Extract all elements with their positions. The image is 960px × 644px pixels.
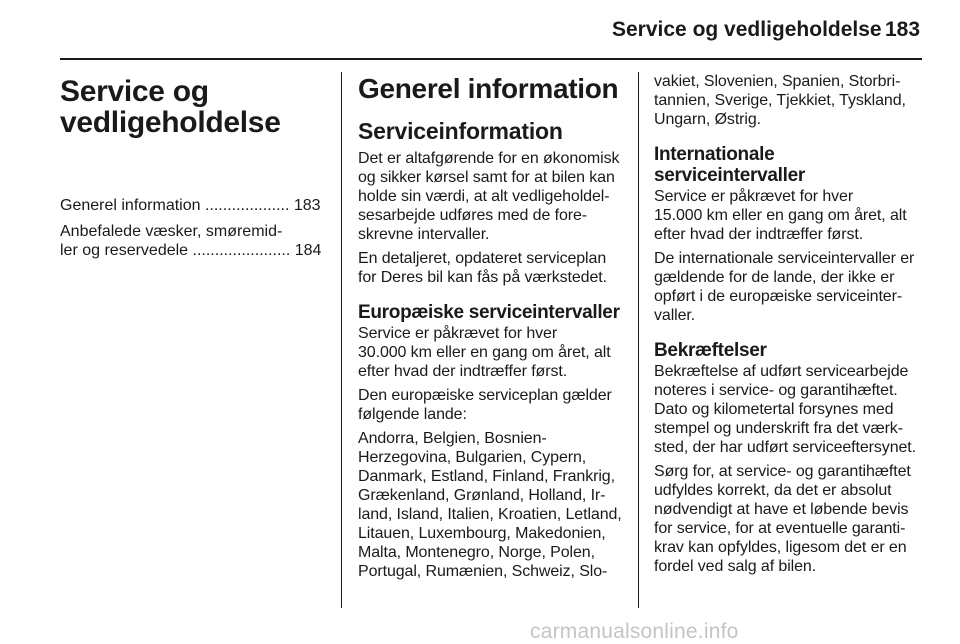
heading-confirmations: Bekræftelser: [654, 340, 767, 361]
column-divider: [341, 72, 342, 608]
paragraph: Sørg for, at service- og garantihæftet udfyldes korrekt, da det er absolut nødvendigt at have et løbende bevis for service, for at eventuelle garanti- krav kan opfyldes, ligesom det er en fordel ved salg af bilen.: [654, 463, 911, 575]
paragraph-country-list-continued: vakiet, Slovenien, Spanien, Storbri- tannien, Sverige, Tjekkiet, Tyskland, Ungarn, Østrig.: [654, 73, 906, 128]
toc-entry-generel-information[interactable]: Generel information ................... 183: [60, 197, 321, 214]
subsection-title: Serviceinformation: [358, 118, 563, 144]
paragraph: Bekræftelse af udført servicearbejde noteres i service- og garantihæftet. Dato og kilometertal forsynes med stempel og underskrift fra det værk- sted, der har udført serviceeftersynet.: [654, 363, 916, 456]
watermark: carmanualsonline.info: [530, 620, 739, 643]
paragraph: Service er påkrævet for hver 15.000 km eller en gang om året, alt efter hvad der indtræffer først.: [654, 188, 907, 243]
page-number: 183: [885, 18, 921, 41]
paragraph: Den europæiske serviceplan gælder følgende lande:: [358, 387, 612, 423]
heading-international-intervals: Internationale serviceintervaller: [654, 144, 805, 186]
chapter-title: Service og vedligeholdelse: [60, 75, 281, 139]
paragraph: Det er altafgørende for en økonomisk og sikker kørsel samt for at bilen kan holde sin værdi, at alt vedligeholdel- sesarbejde udføres med de fore- skrevne intervaller.: [358, 150, 620, 243]
column-divider: [638, 72, 639, 608]
chapter-column: [60, 76, 325, 267]
paragraph: De internationale serviceintervaller er gældende for de lande, der ikke er opført i de europæiske serviceinter- valler.: [654, 250, 915, 324]
content-column-3: [654, 72, 926, 581]
heading-europe-intervals: Europæiske serviceintervaller: [358, 302, 620, 323]
content-column-2: [358, 72, 626, 586]
paragraph: Service er påkrævet for hver 30.000 km eller en gang om året, alt efter hvad der indtræffer først.: [358, 325, 611, 380]
running-header-title: Service og vedligeholdelse: [612, 18, 882, 41]
paragraph-country-list: Andorra, Belgien, Bosnien- Herzegovina, Bulgarien, Cypern, Danmark, Estland, Finland, Frankrig, Grækenland, Grønland, Holland, Ir- land, Island, Italien, Kroatien, Letland, Litauen, Luxembourg, Makedonien, Malta, Montenegro, Norge, Polen, Portugal, Rumænien, Schweiz, Slo-: [358, 430, 622, 580]
header-rule: [60, 58, 922, 60]
toc-entry-anbefalede-vaesker[interactable]: Anbefalede væsker, smøremid- ler og reservedele ...................... 184: [60, 223, 322, 259]
section-title: Generel information: [358, 73, 619, 104]
paragraph: En detaljeret, opdateret serviceplan for Deres bil kan fås på værkstedet.: [358, 250, 607, 286]
